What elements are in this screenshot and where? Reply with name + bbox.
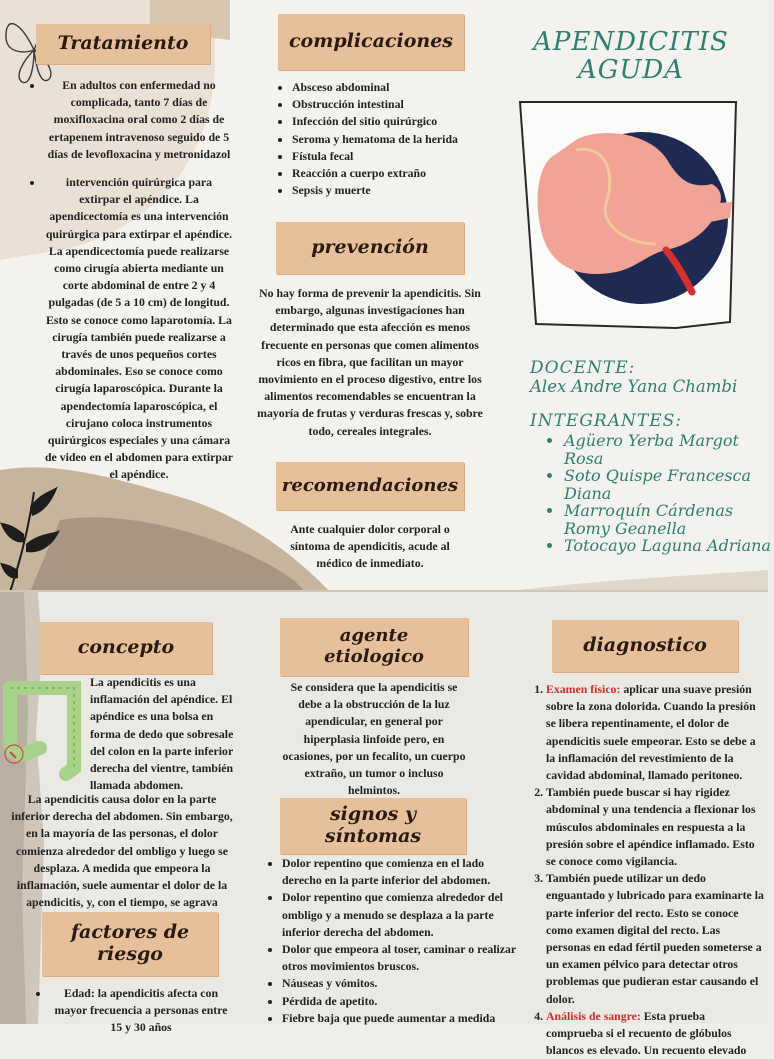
integrante-item: • Soto Quispe Francesca Diana (564, 467, 774, 502)
signo-item: • Dolor repentino que comienza alrededor del ombligo y a menudo se desplaza a la parte inferior derecha del abdomen. (282, 889, 518, 941)
brochure-inside (0, 592, 768, 1058)
leaf-branch-icon (0, 482, 70, 592)
tratamiento-item: • intervención quirúrgica para extirpar el apéndice. La apendicectomía es una intervención quirúrgica para extirpar el apéndice. La apendicectomía puede realizarse como cirugía abierta mediante un corte abdominal de entre 2 y 4 pulgadas (de 5 a 10 cm) de longitud. Esto se conoce como laparotomía. La cirugía también puede realizarse a través de unos pequeños cortes abdominales. Eso se conoce como cirugía laparoscópica. Durante la apendectomía laparoscópica, el cirujano coloca instrumentos quirúrgicos especiales y una cámara de video en el abdomen para extirpar el apéndice. (44, 174, 234, 484)
complicaciones-list (276, 79, 486, 199)
factores-title-line: factores de (70, 921, 190, 944)
docente-label: DOCENTE: (530, 358, 636, 378)
diagnostico-label: Análisis de sangre: (546, 1008, 641, 1023)
signo-item: • Náuseas y vómitos. (282, 975, 518, 992)
complicacion-item: • Obstrucción intestinal (292, 96, 486, 113)
factores-list (34, 985, 232, 1037)
signo-item: • Dolor repentino que comienza en el lado derecho en la parte inferior del abdomen. (282, 855, 518, 889)
agente-title-line: agente (339, 625, 409, 647)
diagnostico-item (546, 681, 764, 784)
signos-heading (280, 798, 466, 854)
agente-heading (280, 618, 468, 676)
prevencion-text: No hay forma de prevenir la apendicitis. Sin embargo, algunas investigaciones han determinado que esta afección es menos frecuente en personas que comen alimentos ricos en fibra, que facilitan un mayor movimiento en el proceso digestivo, entre los alimentos recomendables se encuentran la mayoría de frutas y verduras frescas y, sobre todo, cereales integrales. (257, 286, 483, 438)
diagnostico-item: 3. También puede utilizar un dedo enguantado y lubricado para examinarte la parte inferior del recto. Esto se conoce como examen digital del recto. Las personas en edad fértil pueden someterse a un examen pélvico para detectar otros problemas que pudieran estar causando el dolor. (546, 870, 764, 1008)
diagnostico-text: aplicar una suave presión sobre la zona dolorida. Cuando la presión se libera repentinamente, el dolor de apendicitis suele empeorar. Esto se debe a la inflamación del revestimiento de la cavidad abdominal, llamado peritoneo. (546, 682, 756, 783)
agente-title-line: etiologico (324, 646, 424, 667)
integrante-item: • Agüero Yerba Margot Rosa (564, 432, 774, 467)
signo-item: • Pérdida de apetito. (282, 993, 518, 1010)
appendix-illustration (516, 94, 744, 334)
complicacion-item: • Reacción a cuerpo extraño (292, 165, 486, 182)
diagnostico-item (546, 1008, 764, 1059)
integrante-item: • Totocayo Laguna Adriana (564, 537, 774, 555)
complicacion-item: • Sepsis y muerte (292, 182, 486, 199)
diagnostico-text: Esta prueba comprueba si el recuento de glóbulos blancos es elevado. Un recuento elevado (546, 1008, 747, 1058)
concepto-p2: La apendicitis causa dolor en la parte inferior derecha del abdomen. Sin embargo, en la mayoría de las personas, el dolor comienza alrededor del ombligo y luego se desplaza. A medida que empeora la inflamación, suele aumentar el dolor de la apendicitis, y, con el tiempo, se agrava (11, 792, 233, 910)
diagnostico-heading: diagnostico (552, 620, 738, 672)
factores-title-line: riesgo (97, 943, 163, 965)
signos-title-line: síntomas (324, 825, 422, 847)
complicacion-item: • Infección del sitio quirúrgico (292, 113, 486, 130)
docente-name: Alex Andre Yana Chambi (530, 377, 738, 396)
signos-list (266, 855, 518, 1027)
complicacion-item: • Seroma y hematoma de la herida (292, 131, 486, 148)
agente-text: Se considera que la apendicitis se debe a la obstrucción de la luz apendicular, en general por hiperplasia linfoide pero, en ocasiones, por un fecalito, un cuerpo extraño, un tumor o incluso helmintos. (282, 680, 466, 798)
integrantes-list (548, 432, 774, 555)
tratamiento-body (28, 77, 234, 484)
tratamiento-heading: Tratamiento (36, 24, 210, 64)
integrantes-label: INTEGRANTES: (530, 411, 682, 431)
factores-heading (42, 912, 218, 976)
diagnostico-list (530, 681, 764, 1059)
tratamiento-item: • En adultos con enfermedad no complicada, tanto 7 días de moxifloxacina oral como 2 días de ertapenem intravenoso seguido de 5 días de levofloxacina y metronidazol (44, 77, 234, 163)
diagnostico-item: 2. También puede buscar si hay rigidez abdominal y una tendencia a flexionar los músculos abdominales en respuesta a la presión sobre el apéndice inflamado. Esto se conoce como vigilancia. (546, 784, 764, 870)
complicaciones-heading: complicaciones (278, 14, 464, 70)
cover-title-line: APENDICITIS (533, 27, 729, 57)
complicacion-item: • Absceso abdominal (292, 79, 486, 96)
signo-item: • Fiebre baja que puede aumentar a medida (282, 1010, 518, 1027)
colon-illustration (0, 678, 84, 782)
factor-item: • Edad: la apendicitis afecta con mayor frecuencia a personas entre 15 y 30 años (50, 985, 232, 1037)
cover-title-line: AGUDA (577, 55, 685, 85)
complicacion-item: • Fístula fecal (292, 148, 486, 165)
recomendaciones-heading: recomendaciones (276, 462, 464, 510)
recomendaciones-text: Ante cualquier dolor corporal o síntoma de apendicitis, acude al médico de inmediato. (290, 522, 450, 571)
integrante-item: • Marroquín Cárdenas Romy Geanella (564, 502, 774, 537)
signos-title-line: signos y (329, 803, 417, 826)
prevencion-heading: prevención (276, 222, 464, 274)
concepto-heading: concepto (40, 622, 212, 674)
signo-item: • Dolor que empeora al toser, caminar o realizar otros movimientos bruscos. (282, 941, 518, 975)
concepto-p1: La apendicitis es una inflamación del apéndice. El apéndice es una bolsa en forma de dedo que sobresale del colon en la parte inferior derecha del vientre, también llamada abdomen. (90, 675, 234, 793)
cover-title (520, 28, 742, 84)
diagnostico-label: Examen físico: (546, 682, 621, 696)
